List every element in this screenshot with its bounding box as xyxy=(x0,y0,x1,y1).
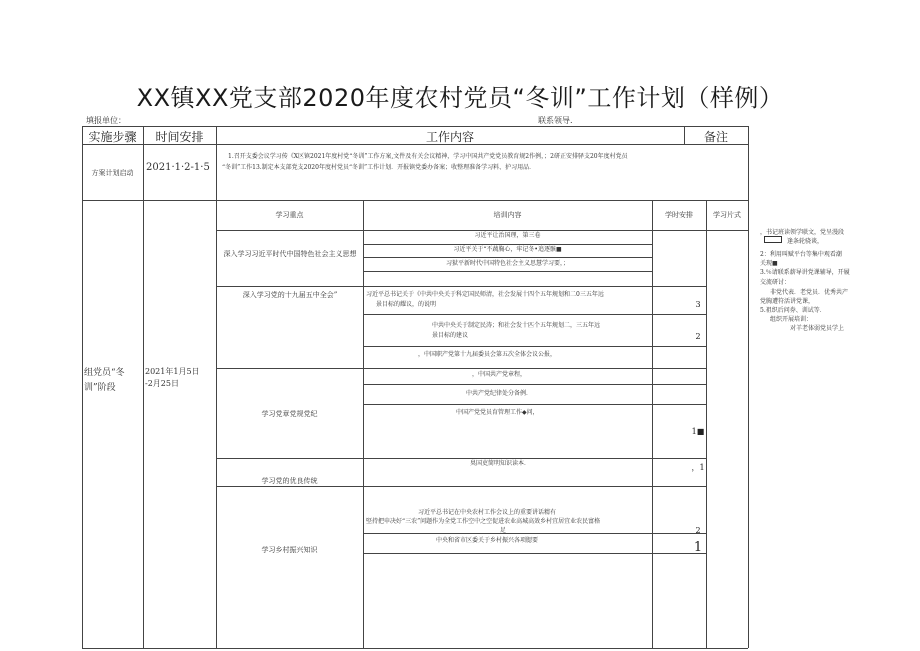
training-item: 足 xyxy=(500,527,507,534)
note-line: 关现■ xyxy=(760,260,778,267)
note-line: 交流研讨： xyxy=(760,279,791,286)
training-item: ，中国共产党章程， xyxy=(472,371,527,378)
topic-fifth-plenum: 深入学习党的十九届五中全会” xyxy=(242,291,338,299)
training-item: 习近平让治国理，第三卷 xyxy=(474,232,541,239)
training-item: 中央和省市区委关于乡村振兴各项腮要 xyxy=(436,537,539,544)
note-line: 3.％请联系薪导讲党课辅导，开履 xyxy=(760,269,850,276)
training-item: 臭国吏简明知识读本． xyxy=(470,460,531,467)
content-launch-line2: “冬训”工作13.制定本支部党支2020年度村党员“冬训”工作计划．开报镇党委办备案；收整理准备学习料、护习用品． xyxy=(222,164,536,171)
sub-header-training: 培训内容 xyxy=(493,211,522,219)
training-item: 景目标的耀议，的说明 xyxy=(376,301,437,308)
step-training: 组党员“冬训”阶段 xyxy=(84,368,125,393)
hours-value: 1 xyxy=(693,540,703,555)
sub-header-method: 学习片式 xyxy=(713,211,741,219)
training-item: 堅持把申决好“三农”问题作为全党工作空中之空促进农业高城高效乡村宜居宜业农民富格 xyxy=(366,518,601,525)
training-item: 习近平关于“不蔬胸心，牢记冬•追逐骸■ xyxy=(453,246,562,253)
note-line: 组织开展培训： xyxy=(770,316,813,323)
col-header-content: 工作内容 xyxy=(425,130,474,144)
step-launch: 方案计划启动 xyxy=(91,169,134,177)
col-header-notes: 备注 xyxy=(703,130,728,144)
note-line: 2：利用叫赋平台等集中观看潮 xyxy=(760,251,842,258)
note-line: 对羊老体弱党员学上 xyxy=(790,325,845,332)
col-header-time: 时间安排 xyxy=(155,130,204,144)
reporting-unit-label: 填报单位： xyxy=(86,116,126,125)
training-item: 中国产党党员育管理工作◆问， xyxy=(456,409,539,416)
topic-xi-thought: 深入学习习近平时代中国特色社会主义思想 xyxy=(223,250,357,258)
sub-header-hours: 学时安排 xyxy=(665,211,693,219)
training-item: 习狱平新时代中国特色社会主义思慧学习要，； xyxy=(445,260,569,267)
hours-value: 2 xyxy=(695,526,701,535)
time-launch: 2021·1·2-1·5 xyxy=(146,162,210,173)
time-training-line1: 2021年1月5日 xyxy=(145,367,200,376)
hours-value: 1■ xyxy=(691,427,705,436)
time-training-line2: -2月25日 xyxy=(145,379,179,388)
training-item: 中共产党纪律处分备例． xyxy=(466,390,533,397)
training-item: 景目标的建议 xyxy=(432,332,469,339)
col-header-step: 实施步骤 xyxy=(88,130,137,144)
training-item: ，中国职产党第十九届委员会第五次全体会议公报， xyxy=(418,351,557,358)
note-line: 非党代表．老党员．优秀共产 xyxy=(770,289,849,296)
training-item: 习近平总书记关于《中共中央关于科定国民师清，社会发展十四个五年规划和二0三五年远 xyxy=(366,291,604,298)
hours-value: 2 xyxy=(695,332,701,341)
note-line: 逢条轮骁谈， xyxy=(787,238,824,245)
hours-value: 3 xyxy=(695,300,701,309)
topic-party-rules: 学习党章党规党纪 xyxy=(261,410,318,418)
note-line: ，书记班读领学联文，党呈漫段 xyxy=(760,229,845,236)
checkbox-icon xyxy=(764,236,782,243)
page-title: XX镇XX党支部2020年度农村党员“冬训”工作计划（样例） xyxy=(136,84,784,112)
note-line: 党胸遭符活讲党课， xyxy=(760,298,815,305)
sub-header-focus: 学习重点 xyxy=(275,211,304,219)
training-item: 中共中央关于制定民涛；和社会发十匹个五年规划二，三五年远 xyxy=(432,322,601,329)
hours-value: ，1 xyxy=(691,463,705,472)
topic-fine-tradition: 学习党的优良传统 xyxy=(261,477,318,485)
topic-rural-revitalization: 学习乡村振兴知识 xyxy=(261,546,318,554)
content-launch-line1: 1.召开支委会议学习传《X区镇2021年度村党“冬训”工作方案,文件及有关会议精神，学习中国共产党党员教育规2作例，；2研正安排驿支20年度村党员 xyxy=(228,153,628,160)
contact-leader-label: 联系领导. xyxy=(538,116,573,125)
note-line: 5.祖织后问券、训试等． xyxy=(760,307,826,314)
training-item: 习近平总书记在中央农村工作会议上的重要讲话精有 xyxy=(418,509,557,516)
